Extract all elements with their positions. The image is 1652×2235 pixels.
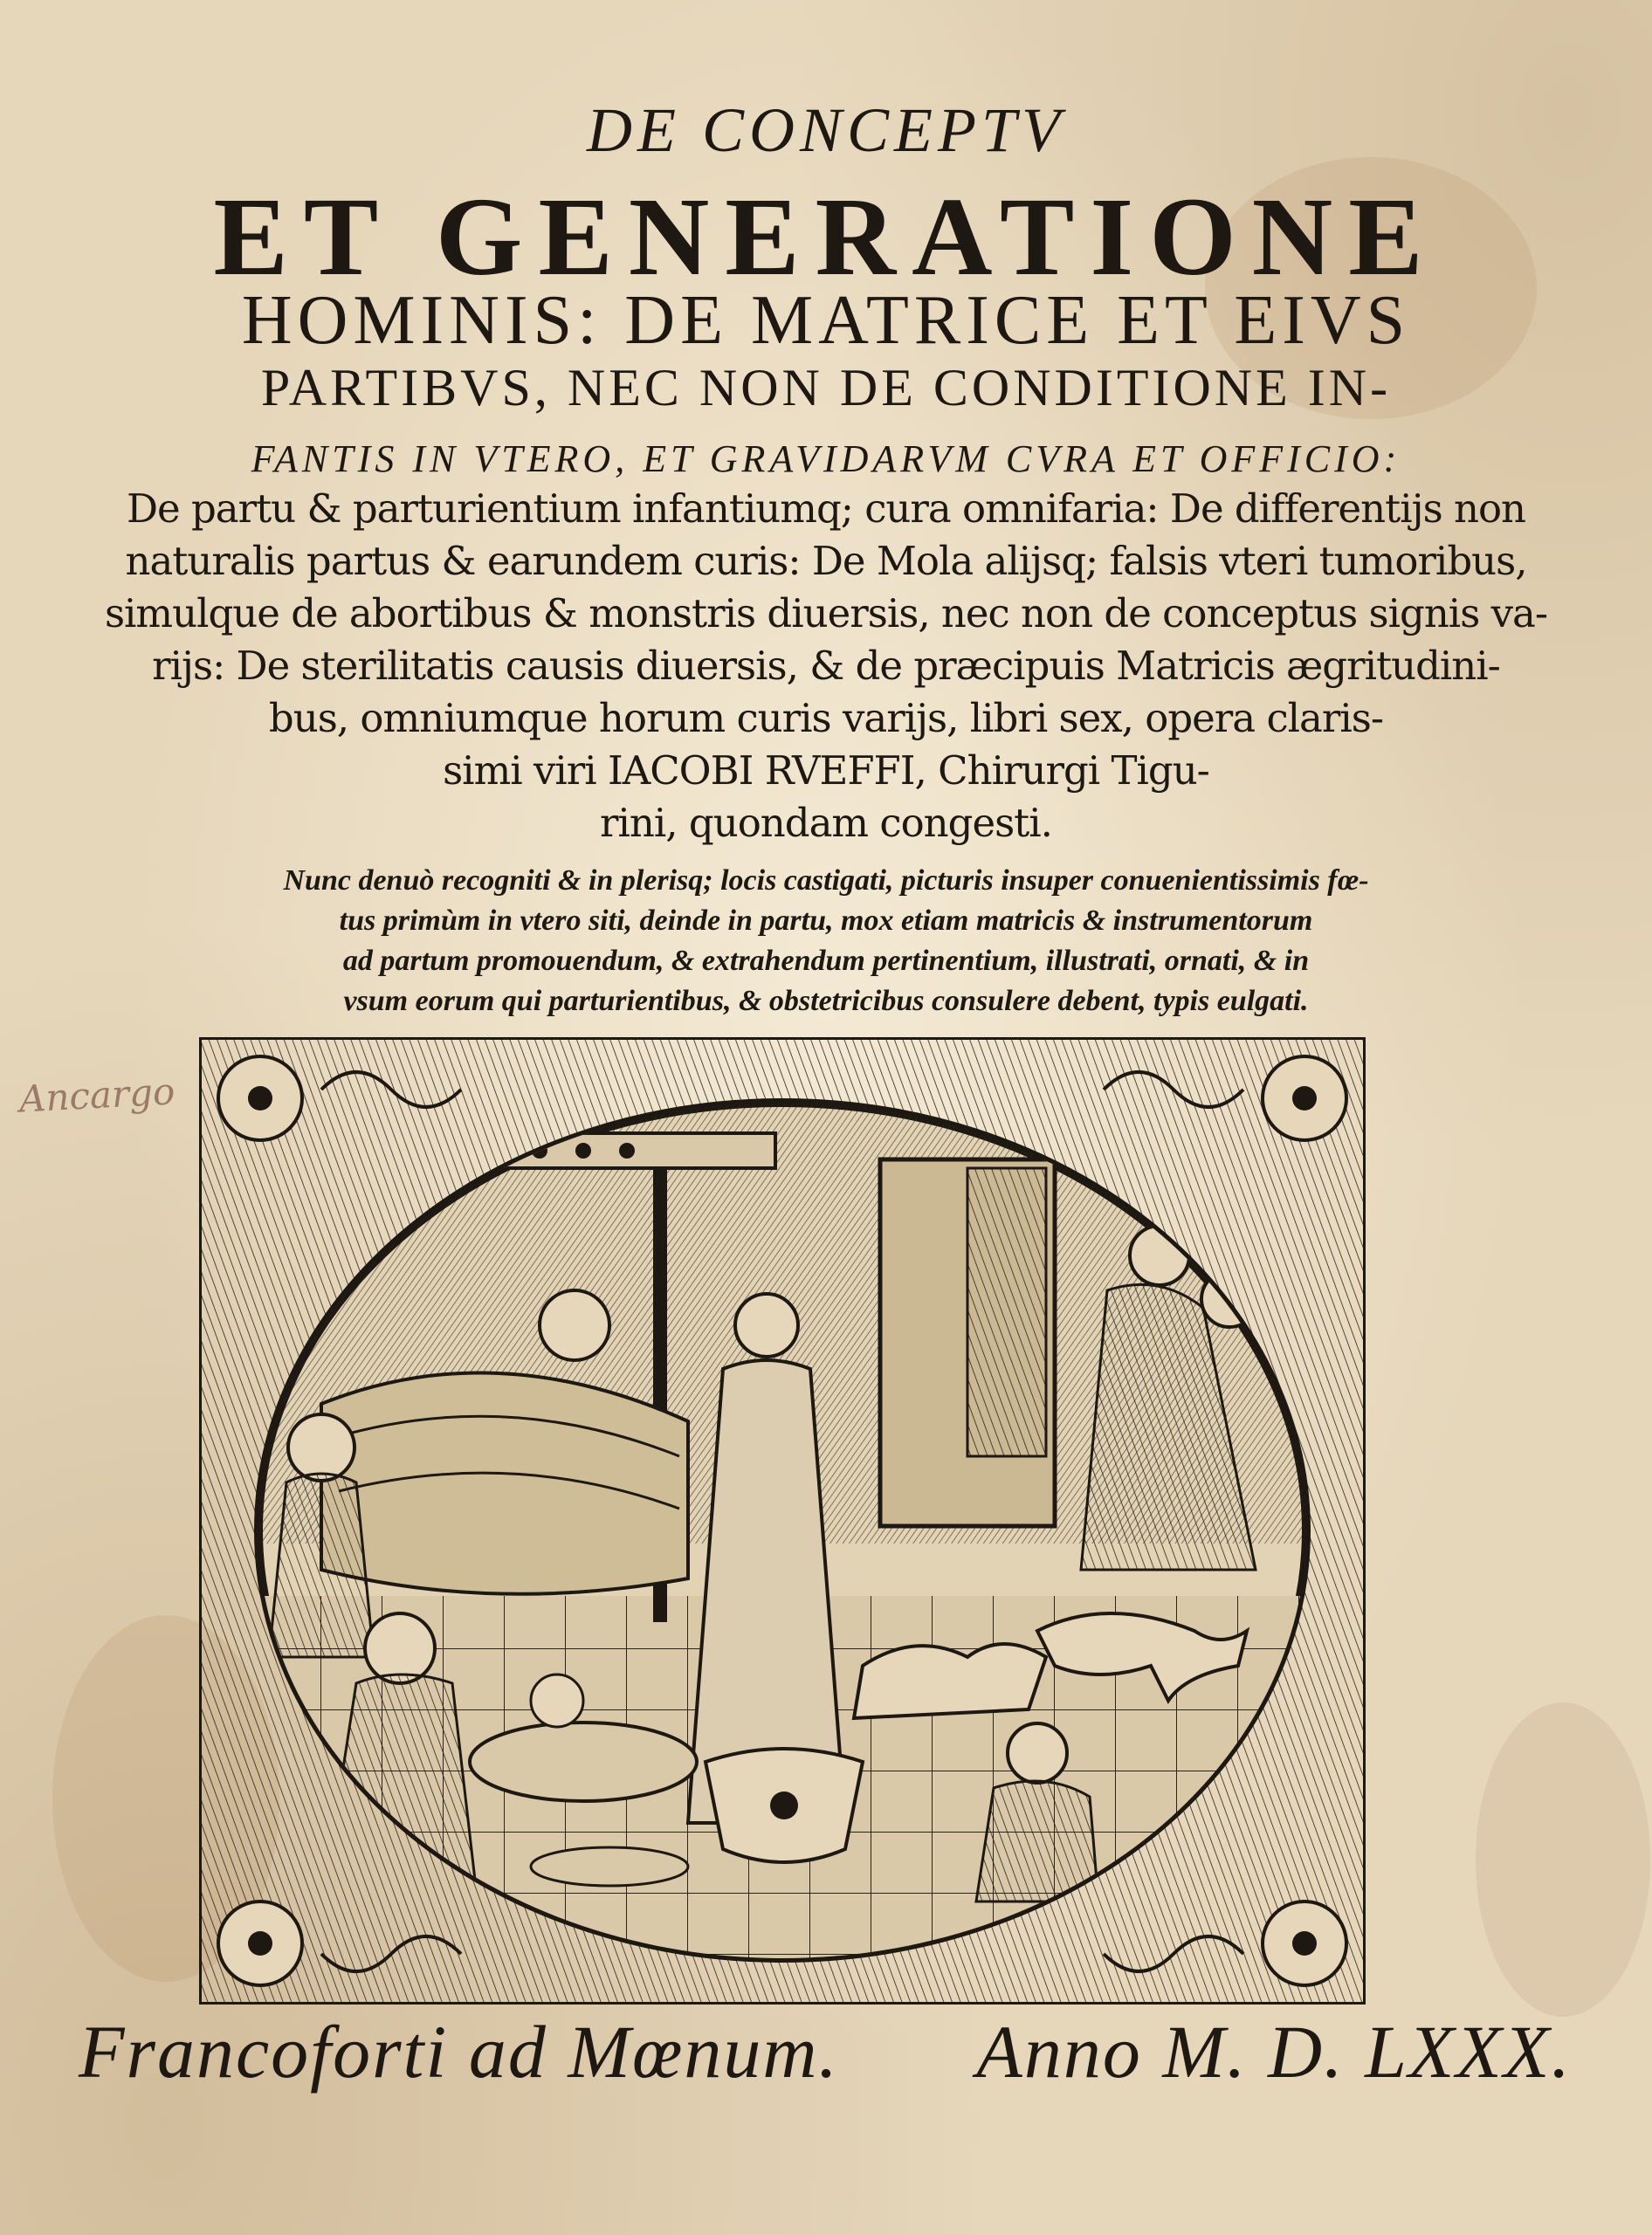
body-line: rini, quondam congesti.	[600, 800, 1052, 846]
italic-line: tus primùm in vtero siti, deinde in partu, mox etiam matricis & instrumentorum	[339, 904, 1313, 937]
title-line-4: PARTIBVS, NEC NON DE CONDITIONE IN-	[260, 359, 1392, 416]
italic-line: vsum eorum qui parturientibus, & obstetricibus consulere debent, typis eulgati.	[343, 985, 1309, 1017]
imprint-year: Anno M. D. LXXX.	[976, 2010, 1572, 2094]
body-line: simulque de abortibus & monstris diuersis, nec non de conceptus signis va-	[104, 590, 1548, 636]
body-line: rijs: De sterilitatis causis diuersis, & de præcipuis Matricis ægritudini-	[152, 643, 1500, 689]
title-line-3: HOMINIS: DE MATRICE ET EIVS	[241, 282, 1411, 359]
body-line: naturalis partus & earundem curis: De Mola alijsq; falsis vteri tumoribus,	[125, 538, 1527, 584]
title-line-1: DE CONCEPTV	[586, 95, 1066, 165]
woodcut-illustration	[199, 1037, 1366, 2005]
body-line: simi viri IACOBI RVEFFI, Chirurgi Tigu-	[443, 747, 1209, 794]
imprint-place: Francoforti ad Mœnum.	[79, 2010, 839, 2094]
italic-line: ad partum promouendum, & extrahendum pertinentium, illustrati, ornati, & in	[342, 945, 1310, 977]
handwritten-margin-note: Ancargo	[17, 1069, 176, 1121]
title-line-5: FANTIS IN VTERO, ET GRAVIDARVM CVRA ET OFFICIO:	[251, 437, 1401, 480]
italic-line: Nunc denuò recogniti & in plerisq; locis castigati, picturis insuper conuenientissimis fœ-	[283, 864, 1369, 897]
body-line: bus, omniumque horum curis varijs, libri sex, opera claris-	[268, 695, 1384, 741]
title-line-2: ET GENERATIONE	[213, 175, 1439, 299]
body-line: De partu & parturientium infantiumq; cura omnifaria: De differentijs non	[126, 485, 1526, 532]
paper-stain	[1476, 1702, 1650, 2017]
